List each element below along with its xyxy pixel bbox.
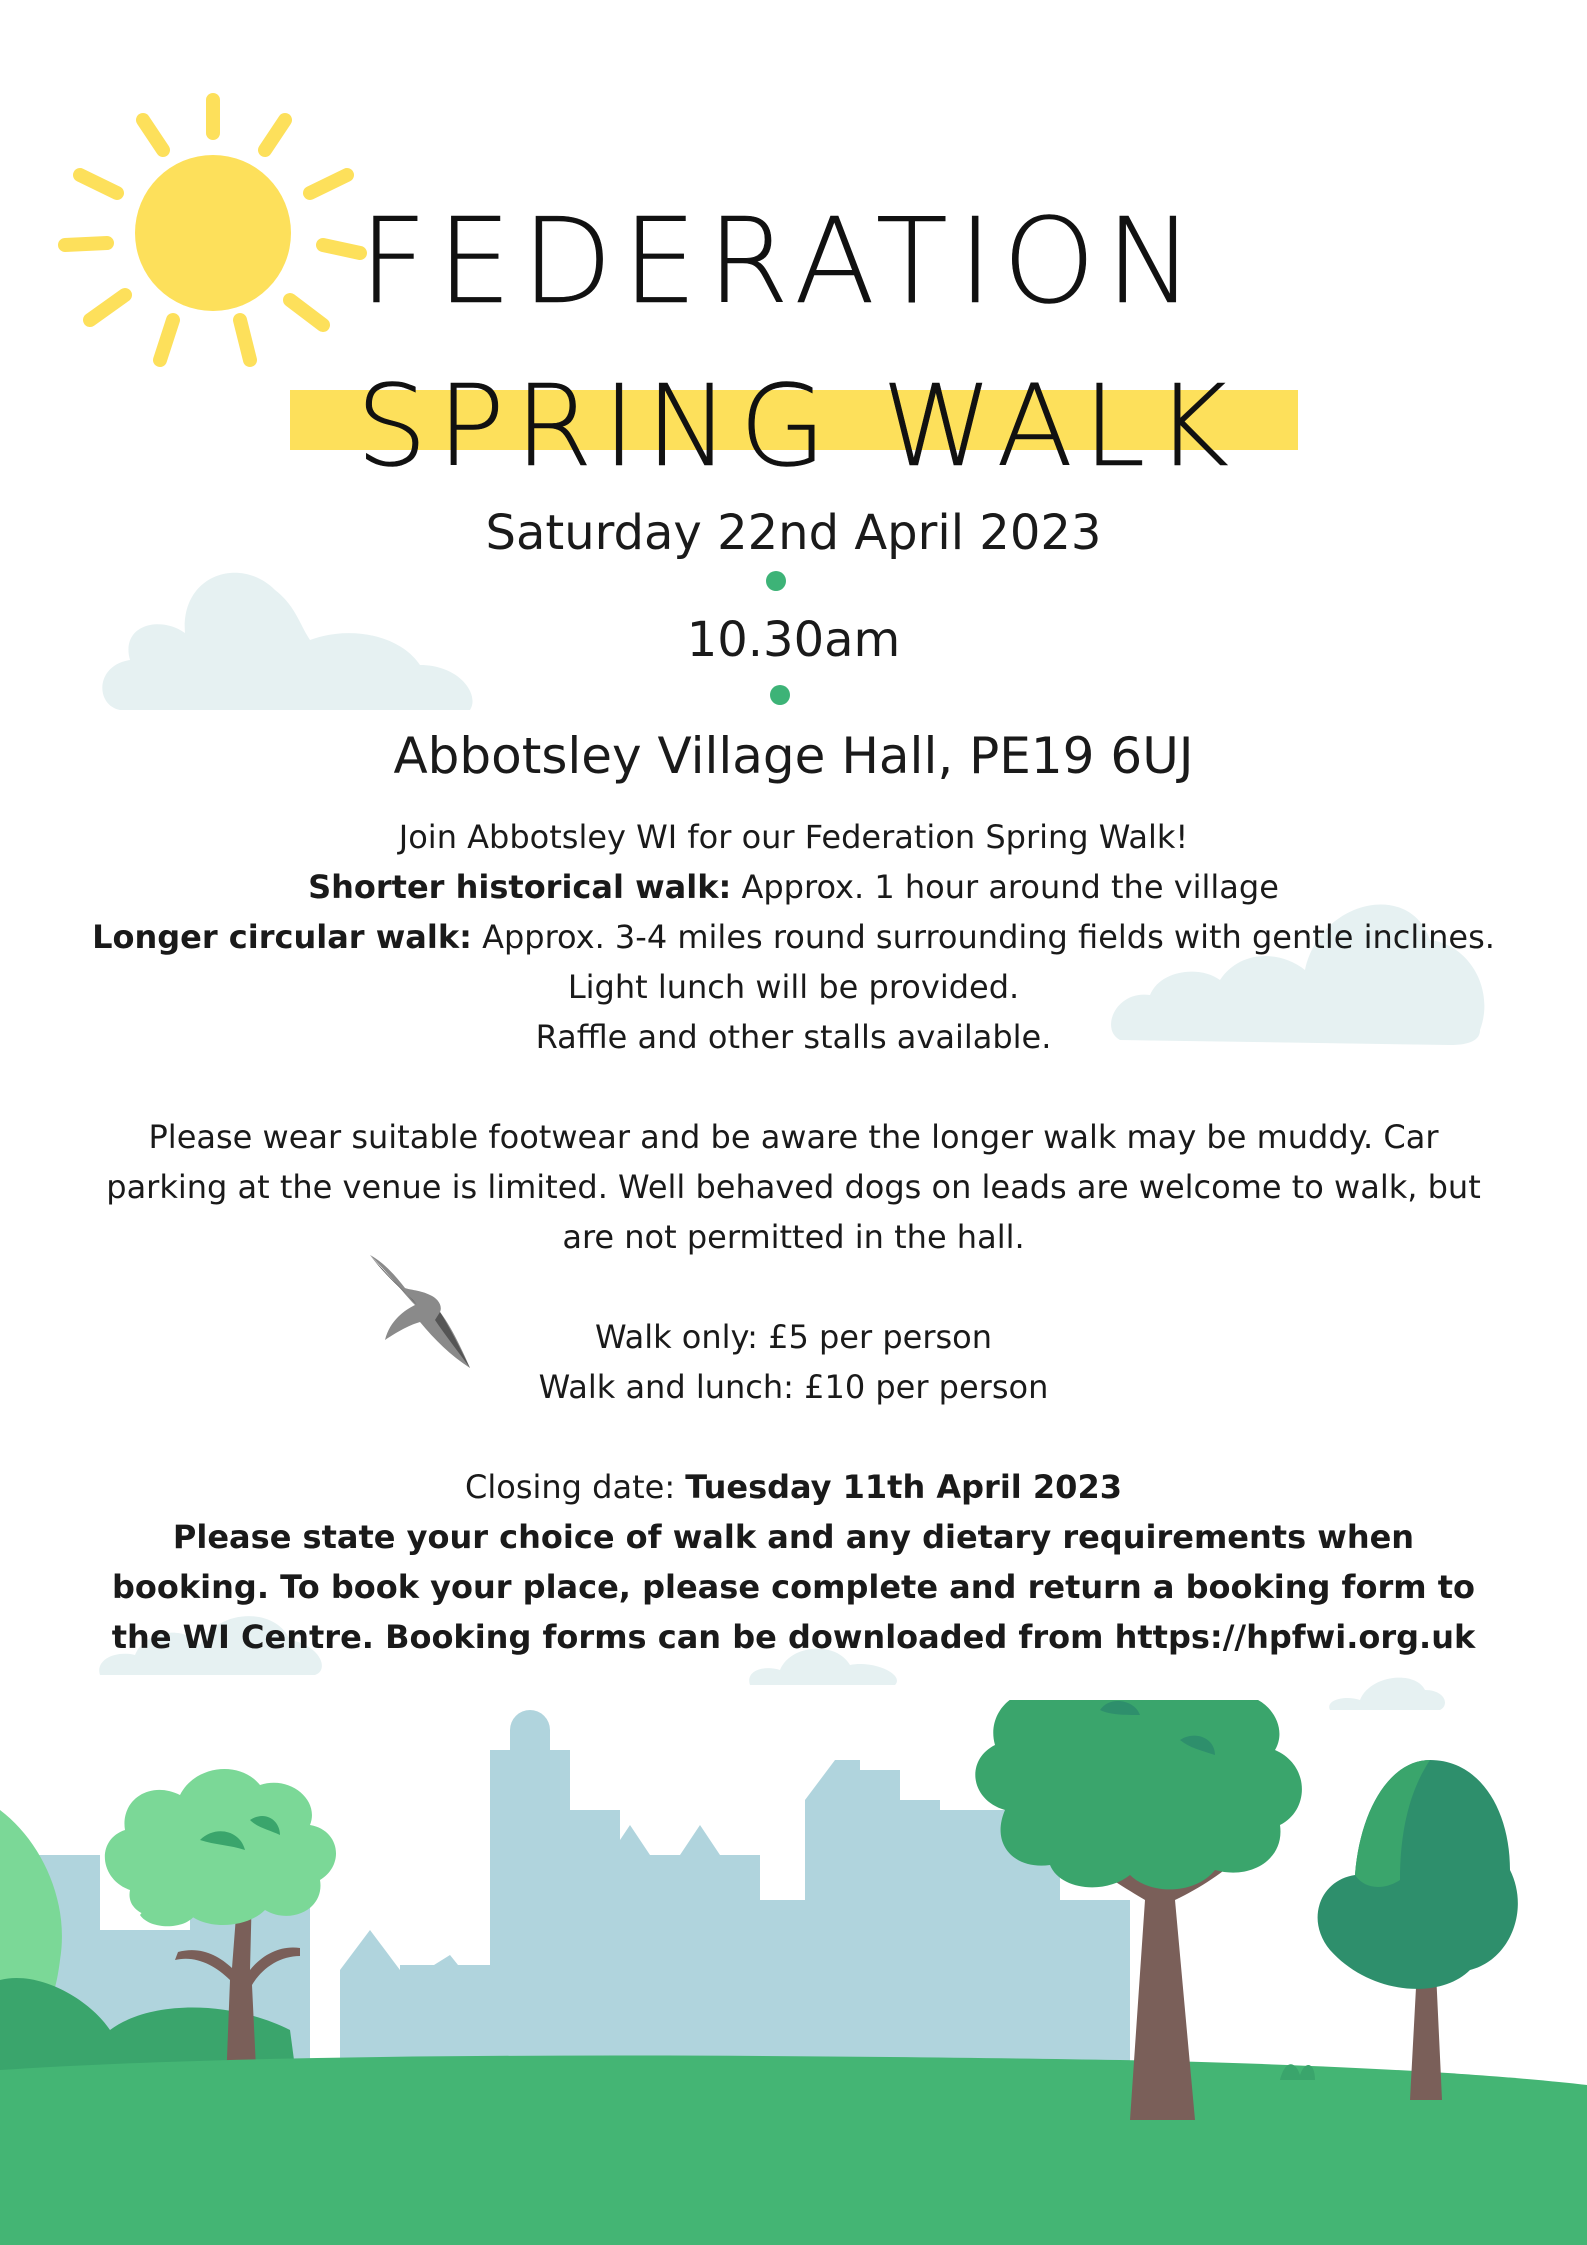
price-walk-lunch: Walk and lunch: £10 per person bbox=[538, 1368, 1049, 1406]
closing-date-label: Closing date: bbox=[465, 1468, 686, 1506]
longer-walk-label: Longer circular walk: bbox=[92, 918, 472, 956]
notes-paragraph: Please wear suitable footwear and be aware the longer walk may be muddy. Car parking at the venue is limited. Well behaved dogs on leads are welcome to walk, but are not permitted in the hall. bbox=[106, 1118, 1481, 1256]
event-time: 10.30am bbox=[686, 612, 901, 668]
raffle-line: Raffle and other stalls available. bbox=[535, 1018, 1052, 1056]
intro-block bbox=[0, 812, 1587, 1062]
prices-block bbox=[0, 1312, 1587, 1412]
closing-date-value: Tuesday 11th April 2023 bbox=[685, 1468, 1122, 1506]
shorter-walk-line bbox=[0, 862, 1587, 912]
title-federation: FEDERATION bbox=[359, 192, 1204, 330]
lunch-line: Light lunch will be provided. bbox=[567, 968, 1020, 1006]
price-walk-only: Walk only: £5 per person bbox=[594, 1318, 992, 1356]
longer-walk-line bbox=[0, 912, 1587, 962]
booking-instructions: Please state your choice of walk and any dietary requirements when booking. To book your place, please complete and return a booking form to the WI Centre. Booking forms can be downloaded from https://hpfwi.org.uk bbox=[111, 1518, 1476, 1656]
separator-dot bbox=[770, 685, 790, 705]
event-date: Saturday 22nd April 2023 bbox=[485, 505, 1102, 561]
intro-line: Join Abbotsley WI for our Federation Spring Walk! bbox=[398, 818, 1189, 856]
event-venue: Abbotsley Village Hall, PE19 6UJ bbox=[393, 727, 1194, 785]
tree-right bbox=[1318, 1760, 1518, 2100]
longer-walk-text: Approx. 3-4 miles round surrounding fields with gentle inclines. bbox=[471, 918, 1495, 956]
closing-date-line bbox=[0, 1462, 1587, 1512]
landscape-illustration bbox=[0, 1700, 1587, 2245]
separator-dot bbox=[766, 571, 786, 591]
shorter-walk-label: Shorter historical walk: bbox=[308, 868, 732, 906]
title-spring-walk: SPRING WALK bbox=[356, 362, 1239, 492]
shorter-walk-text: Approx. 1 hour around the village bbox=[731, 868, 1279, 906]
